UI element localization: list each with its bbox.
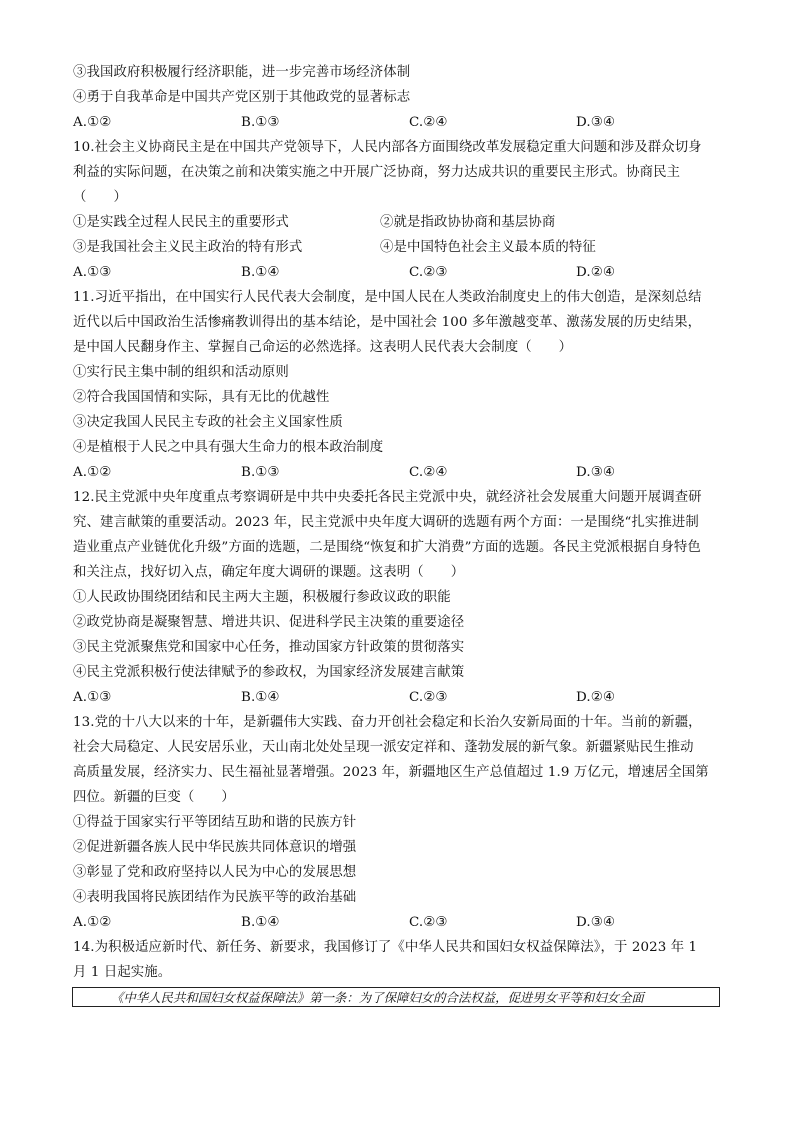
q10-answer-blank: （ ） (73, 190, 127, 205)
option-a[interactable]: A.①③ (73, 265, 112, 280)
q11-stem-line-2: 近代以后中国政治生活惨痛教训得出的基本结论，是中国社会 100 多年激越变革、激荡发展的历史结果， (73, 315, 702, 330)
option-b[interactable]: B.①④ (241, 265, 280, 280)
q12-statement-1: ①人民政协围绕团结和民主两大主题，积极履行参政议政的职能 (73, 590, 451, 605)
q11-stem-line-1: 11.习近平指出，在中国实行人民代表大会制度，是中国人民在人类政治制度史上的伟大创造，是深刻总结 (73, 290, 702, 305)
q13-stem-line-4: 四位。新疆的巨变（ ） (73, 790, 235, 805)
option-d[interactable]: D.③④ (576, 915, 615, 930)
q11-statement-4: ④是植根于人民之中具有强大生命力的根本政治制度 (73, 440, 384, 455)
q10-statements-row-1 (73, 214, 733, 231)
option-c[interactable]: C.②④ (409, 115, 448, 130)
q13-statement-2: ②促进新疆各族人民中华民族共同体意识的增强 (73, 840, 357, 855)
q10-statement-2: ②就是指政协协商和基层协商 (380, 215, 556, 230)
q12-stem-line-2: 究、建言献策的重要活动。2023 年，民主党派中央年度大调研的选题有两个方面：一是围绕“扎实推进制 (73, 515, 699, 530)
q13-stem-line-3: 高质量发展，经济实力、民生福祉显著增强。2023 年，新疆地区生产总值超过 1.9 万亿元，增速居全国第 (73, 765, 709, 780)
option-c[interactable]: C.②④ (409, 465, 448, 480)
option-b[interactable]: B.①④ (241, 915, 280, 930)
q11-stem-line-3: 是中国人民翻身作主、掌握自己命运的必然选择。这表明人民代表大会制度（ ） (73, 340, 573, 355)
q13-stem-line-1: 13.党的十八大以来的十年，是新疆伟大实践、奋力开创社会稳定和长治久安新局面的十年。当前的新疆， (73, 715, 702, 730)
q11-statement-1: ①实行民主集中制的组织和活动原则 (73, 365, 289, 380)
option-a[interactable]: A.①② (73, 115, 112, 130)
option-b[interactable]: B.①④ (241, 690, 280, 705)
q12-stem-line-3: 造业重点产业链优化升级”方面的选题，二是围绕“恢复和扩大消费”方面的选题。各民主党派根据自身特色 (73, 540, 701, 555)
q10-statements-row-2 (73, 239, 733, 256)
q10-statement-4: ④是中国特色社会主义最本质的特征 (380, 240, 596, 255)
q12-stem-line-1: 12.民主党派中央年度重点考察调研是中共中央委托各民主党派中央，就经济社会发展重大问题开展调查研 (73, 490, 702, 505)
q10-stem-line-2: 利益的实际问题，在决策之前和决策实施之中开展广泛协商，努力达成共识的重要民主形式。协商民主 (73, 165, 681, 180)
option-c[interactable]: C.②③ (409, 690, 448, 705)
q9-statement-3: ③我国政府积极履行经济职能，进一步完善市场经济体制 (73, 65, 411, 80)
q12-statement-2: ②政党协商是凝聚智慧、增进共识、促进科学民主决策的重要途径 (73, 615, 465, 630)
law-quote-box (72, 987, 720, 1007)
option-d[interactable]: D.②④ (576, 265, 615, 280)
option-d[interactable]: D.②④ (576, 690, 615, 705)
option-b[interactable]: B.①③ (241, 115, 280, 130)
q12-statement-3: ③民主党派聚焦党和国家中心任务，推动国家方针政策的贯彻落实 (73, 640, 465, 655)
q13-stem-line-2: 社会大局稳定、人民安居乐业，天山南北处处呈现一派安定祥和、蓬勃发展的新气象。新疆紧贴民生推动 (73, 740, 694, 755)
q14-stem-line-1: 14.为积极适应新时代、新任务、新要求，我国修订了《中华人民共和国妇女权益保障法》，于 2023 年 1 (73, 940, 698, 955)
q12-stem-line-4: 和关注点，找好切入点，确定年度大调研的课题。这表明（ ） (73, 565, 465, 580)
option-a[interactable]: A.①③ (73, 690, 112, 705)
q10-statement-3: ③是我国社会主义民主政治的特有形式 (73, 240, 303, 255)
q13-statement-1: ①得益于国家实行平等团结互助和谐的民族方针 (73, 815, 357, 830)
q10-stem-line-1: 10.社会主义协商民主是在中国共产党领导下，人民内部各方面围绕改革发展稳定重大问题和涉及群众切身 (73, 140, 702, 155)
q11-statement-3: ③决定我国人民民主专政的社会主义国家性质 (73, 415, 343, 430)
q10-statement-1: ①是实践全过程人民民主的重要形式 (73, 215, 289, 230)
option-d[interactable]: D.③④ (576, 115, 615, 130)
q14-stem-line-2: 月 1 日起实施。 (73, 965, 172, 980)
q11-statement-2: ②符合我国国情和实际，具有无比的优越性 (73, 390, 330, 405)
q13-statement-4: ④表明我国将民族团结作为民族平等的政治基础 (73, 890, 357, 905)
option-a[interactable]: A.①② (73, 915, 112, 930)
option-c[interactable]: C.②③ (409, 265, 448, 280)
q13-statement-3: ③彰显了党和政府坚持以人民为中心的发展思想 (73, 865, 357, 880)
option-d[interactable]: D.③④ (576, 465, 615, 480)
q9-statement-4: ④勇于自我革命是中国共产党区别于其他政党的显著标志 (73, 90, 411, 105)
option-c[interactable]: C.②③ (409, 915, 448, 930)
option-b[interactable]: B.①③ (241, 465, 280, 480)
law-quote-text: 《中华人民共和国妇女权益保障法》第一条：为了保障妇女的合法权益，促进男女平等和妇女全面 (111, 990, 644, 1005)
q12-statement-4: ④民主党派积极行使法律赋予的参政权，为国家经济发展建言献策 (73, 665, 465, 680)
option-a[interactable]: A.①② (73, 465, 112, 480)
